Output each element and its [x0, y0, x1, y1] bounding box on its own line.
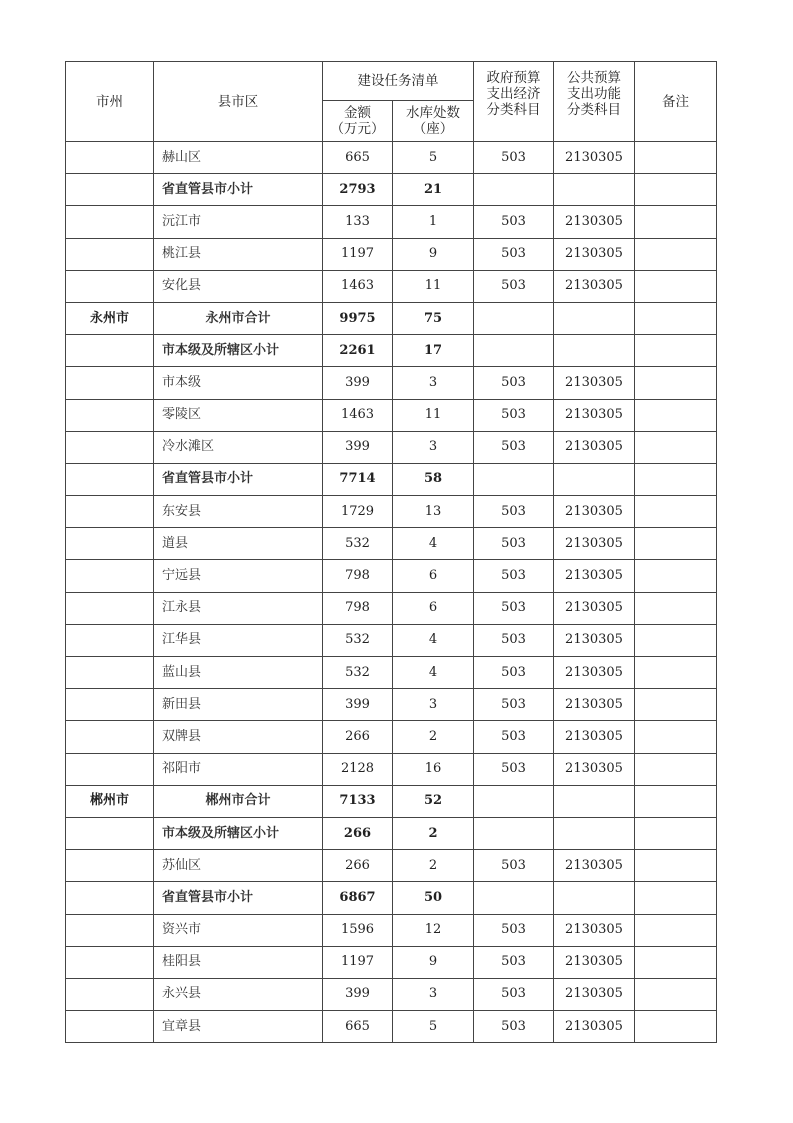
cell-city [66, 270, 154, 302]
cell-reservoir-count: 3 [393, 689, 474, 721]
cell-city [66, 142, 154, 174]
table-row [66, 689, 717, 721]
cell-func-class: 2130305 [554, 399, 635, 431]
table-row [66, 946, 717, 978]
cell-city [66, 882, 154, 914]
cell-amount: 1197 [323, 238, 393, 270]
cell-remarks [635, 978, 717, 1010]
cell-amount: 133 [323, 206, 393, 238]
cell-econ-class: 503 [474, 914, 554, 946]
cell-city: 郴州市 [66, 785, 154, 817]
cell-county: 江永县 [154, 592, 323, 624]
cell-func-class [554, 335, 635, 367]
table-row [66, 238, 717, 270]
table-row [66, 206, 717, 238]
cell-func-class: 2130305 [554, 238, 635, 270]
cell-county: 赫山区 [154, 142, 323, 174]
cell-econ-class: 503 [474, 560, 554, 592]
cell-reservoir-count: 16 [393, 753, 474, 785]
table-row [66, 914, 717, 946]
cell-county: 祁阳市 [154, 753, 323, 785]
cell-amount: 266 [323, 817, 393, 849]
cell-econ-class [474, 463, 554, 495]
table-body [66, 142, 717, 1043]
table-row [66, 1011, 717, 1043]
cell-reservoir-count: 21 [393, 174, 474, 206]
header-county: 县市区 [154, 62, 323, 142]
cell-city [66, 1011, 154, 1043]
cell-remarks [635, 560, 717, 592]
cell-econ-class: 503 [474, 592, 554, 624]
cell-func-class [554, 302, 635, 334]
cell-city [66, 399, 154, 431]
header-func-class: 公共预算 支出功能 分类科目 [554, 62, 635, 142]
cell-county: 省直管县市小计 [154, 882, 323, 914]
cell-reservoir-count: 52 [393, 785, 474, 817]
cell-func-class: 2130305 [554, 624, 635, 656]
table-row [66, 882, 717, 914]
cell-reservoir-count: 13 [393, 496, 474, 528]
table-row [66, 335, 717, 367]
cell-func-class: 2130305 [554, 528, 635, 560]
cell-reservoir-count: 5 [393, 1011, 474, 1043]
cell-city [66, 657, 154, 689]
header-remarks: 备注 [635, 62, 717, 142]
cell-remarks [635, 946, 717, 978]
cell-city [66, 753, 154, 785]
cell-amount: 665 [323, 1011, 393, 1043]
cell-city [66, 624, 154, 656]
cell-reservoir-count: 5 [393, 142, 474, 174]
cell-amount: 1463 [323, 270, 393, 302]
table-row [66, 302, 717, 334]
cell-func-class: 2130305 [554, 560, 635, 592]
table-row [66, 657, 717, 689]
cell-remarks [635, 785, 717, 817]
cell-econ-class: 503 [474, 721, 554, 753]
cell-reservoir-count: 4 [393, 528, 474, 560]
table-row [66, 624, 717, 656]
cell-amount: 399 [323, 978, 393, 1010]
table-row [66, 785, 717, 817]
table-row [66, 753, 717, 785]
cell-econ-class [474, 817, 554, 849]
cell-econ-class: 503 [474, 238, 554, 270]
cell-county: 资兴市 [154, 914, 323, 946]
cell-amount: 1197 [323, 946, 393, 978]
cell-remarks [635, 624, 717, 656]
cell-county: 东安县 [154, 496, 323, 528]
table-row [66, 367, 717, 399]
cell-city [66, 946, 154, 978]
cell-amount: 665 [323, 142, 393, 174]
cell-reservoir-count: 11 [393, 399, 474, 431]
cell-reservoir-count: 6 [393, 592, 474, 624]
header-city: 市州 [66, 62, 154, 142]
cell-reservoir-count: 9 [393, 946, 474, 978]
cell-amount: 9975 [323, 302, 393, 334]
cell-func-class: 2130305 [554, 753, 635, 785]
header-reservoirs: 水库处数 （座） [393, 101, 474, 142]
table-row [66, 270, 717, 302]
cell-county: 桃江县 [154, 238, 323, 270]
cell-func-class [554, 463, 635, 495]
cell-amount: 532 [323, 624, 393, 656]
cell-amount: 6867 [323, 882, 393, 914]
cell-remarks [635, 238, 717, 270]
cell-city [66, 850, 154, 882]
cell-econ-class: 503 [474, 270, 554, 302]
cell-city [66, 689, 154, 721]
cell-remarks [635, 1011, 717, 1043]
cell-county: 永兴县 [154, 978, 323, 1010]
cell-county: 桂阳县 [154, 946, 323, 978]
cell-amount: 798 [323, 592, 393, 624]
cell-econ-class: 503 [474, 624, 554, 656]
cell-county: 宜章县 [154, 1011, 323, 1043]
cell-reservoir-count: 2 [393, 721, 474, 753]
cell-reservoir-count: 12 [393, 914, 474, 946]
cell-reservoir-count: 3 [393, 367, 474, 399]
cell-city [66, 496, 154, 528]
cell-remarks [635, 721, 717, 753]
cell-reservoir-count: 58 [393, 463, 474, 495]
cell-county: 新田县 [154, 689, 323, 721]
table-row [66, 592, 717, 624]
reservoir-task-table [65, 61, 717, 1043]
cell-remarks [635, 431, 717, 463]
cell-econ-class: 503 [474, 496, 554, 528]
cell-func-class: 2130305 [554, 431, 635, 463]
cell-remarks [635, 592, 717, 624]
cell-func-class: 2130305 [554, 978, 635, 1010]
cell-econ-class: 503 [474, 528, 554, 560]
table-row [66, 721, 717, 753]
cell-remarks [635, 302, 717, 334]
cell-city [66, 817, 154, 849]
cell-econ-class: 503 [474, 367, 554, 399]
cell-city: 永州市 [66, 302, 154, 334]
cell-amount: 399 [323, 367, 393, 399]
table-row [66, 850, 717, 882]
cell-econ-class [474, 335, 554, 367]
cell-func-class: 2130305 [554, 689, 635, 721]
cell-func-class: 2130305 [554, 142, 635, 174]
cell-county: 道县 [154, 528, 323, 560]
cell-func-class [554, 785, 635, 817]
cell-remarks [635, 399, 717, 431]
cell-reservoir-count: 3 [393, 431, 474, 463]
cell-city [66, 206, 154, 238]
table-row [66, 174, 717, 206]
cell-county: 省直管县市小计 [154, 174, 323, 206]
table-row [66, 528, 717, 560]
cell-remarks [635, 174, 717, 206]
cell-remarks [635, 270, 717, 302]
cell-func-class: 2130305 [554, 270, 635, 302]
cell-econ-class [474, 785, 554, 817]
cell-remarks [635, 142, 717, 174]
cell-reservoir-count: 9 [393, 238, 474, 270]
cell-remarks [635, 367, 717, 399]
cell-reservoir-count: 11 [393, 270, 474, 302]
cell-county: 安化县 [154, 270, 323, 302]
cell-city [66, 560, 154, 592]
cell-reservoir-count: 17 [393, 335, 474, 367]
cell-reservoir-count: 6 [393, 560, 474, 592]
cell-econ-class [474, 302, 554, 334]
cell-amount: 399 [323, 431, 393, 463]
cell-func-class: 2130305 [554, 367, 635, 399]
cell-reservoir-count: 50 [393, 882, 474, 914]
cell-city [66, 431, 154, 463]
cell-remarks [635, 335, 717, 367]
cell-econ-class: 503 [474, 1011, 554, 1043]
cell-remarks [635, 206, 717, 238]
cell-econ-class: 503 [474, 946, 554, 978]
cell-city [66, 238, 154, 270]
cell-remarks [635, 882, 717, 914]
cell-remarks [635, 817, 717, 849]
cell-amount: 7133 [323, 785, 393, 817]
cell-county: 零陵区 [154, 399, 323, 431]
cell-remarks [635, 850, 717, 882]
cell-county: 市本级及所辖区小计 [154, 335, 323, 367]
cell-city [66, 367, 154, 399]
cell-county: 双牌县 [154, 721, 323, 753]
cell-amount: 1596 [323, 914, 393, 946]
table-row [66, 399, 717, 431]
cell-econ-class: 503 [474, 753, 554, 785]
cell-remarks [635, 657, 717, 689]
cell-city [66, 978, 154, 1010]
cell-county: 江华县 [154, 624, 323, 656]
cell-reservoir-count: 2 [393, 817, 474, 849]
cell-city [66, 528, 154, 560]
cell-city [66, 174, 154, 206]
cell-remarks [635, 914, 717, 946]
cell-amount: 2128 [323, 753, 393, 785]
cell-func-class [554, 174, 635, 206]
cell-func-class: 2130305 [554, 657, 635, 689]
header-amount: 金额 （万元） [323, 101, 393, 142]
cell-remarks [635, 689, 717, 721]
cell-func-class: 2130305 [554, 946, 635, 978]
cell-county: 蓝山县 [154, 657, 323, 689]
cell-remarks [635, 753, 717, 785]
cell-amount: 1729 [323, 496, 393, 528]
cell-econ-class [474, 882, 554, 914]
cell-county: 省直管县市小计 [154, 463, 323, 495]
header-task-list: 建设任务清单 [323, 62, 474, 101]
cell-econ-class: 503 [474, 206, 554, 238]
cell-func-class: 2130305 [554, 496, 635, 528]
cell-func-class: 2130305 [554, 850, 635, 882]
cell-county: 冷水滩区 [154, 431, 323, 463]
cell-county: 永州市合计 [154, 302, 323, 334]
cell-econ-class: 503 [474, 399, 554, 431]
cell-func-class: 2130305 [554, 206, 635, 238]
cell-func-class: 2130305 [554, 1011, 635, 1043]
cell-func-class: 2130305 [554, 914, 635, 946]
cell-amount: 399 [323, 689, 393, 721]
cell-city [66, 335, 154, 367]
table-row [66, 978, 717, 1010]
cell-city [66, 463, 154, 495]
cell-amount: 2793 [323, 174, 393, 206]
table-row [66, 463, 717, 495]
cell-econ-class [474, 174, 554, 206]
cell-amount: 7714 [323, 463, 393, 495]
cell-county: 市本级及所辖区小计 [154, 817, 323, 849]
cell-amount: 798 [323, 560, 393, 592]
cell-city [66, 914, 154, 946]
cell-reservoir-count: 2 [393, 850, 474, 882]
cell-county: 市本级 [154, 367, 323, 399]
cell-county: 宁远县 [154, 560, 323, 592]
cell-reservoir-count: 3 [393, 978, 474, 1010]
cell-econ-class: 503 [474, 431, 554, 463]
table-row [66, 817, 717, 849]
header-econ-class: 政府预算 支出经济 分类科目 [474, 62, 554, 142]
cell-amount: 532 [323, 657, 393, 689]
cell-econ-class: 503 [474, 850, 554, 882]
cell-amount: 266 [323, 850, 393, 882]
cell-amount: 1463 [323, 399, 393, 431]
cell-remarks [635, 528, 717, 560]
cell-city [66, 721, 154, 753]
cell-amount: 532 [323, 528, 393, 560]
cell-econ-class: 503 [474, 657, 554, 689]
cell-econ-class: 503 [474, 978, 554, 1010]
cell-func-class [554, 817, 635, 849]
cell-reservoir-count: 4 [393, 657, 474, 689]
cell-func-class [554, 882, 635, 914]
cell-reservoir-count: 4 [393, 624, 474, 656]
cell-amount: 2261 [323, 335, 393, 367]
table-row [66, 496, 717, 528]
cell-county: 郴州市合计 [154, 785, 323, 817]
cell-econ-class: 503 [474, 142, 554, 174]
cell-econ-class: 503 [474, 689, 554, 721]
cell-reservoir-count: 75 [393, 302, 474, 334]
cell-remarks [635, 463, 717, 495]
cell-func-class: 2130305 [554, 592, 635, 624]
table-row [66, 142, 717, 174]
table-row [66, 431, 717, 463]
cell-func-class: 2130305 [554, 721, 635, 753]
table-row [66, 560, 717, 592]
cell-city [66, 592, 154, 624]
cell-county: 沅江市 [154, 206, 323, 238]
cell-reservoir-count: 1 [393, 206, 474, 238]
cell-amount: 266 [323, 721, 393, 753]
cell-county: 苏仙区 [154, 850, 323, 882]
cell-remarks [635, 496, 717, 528]
